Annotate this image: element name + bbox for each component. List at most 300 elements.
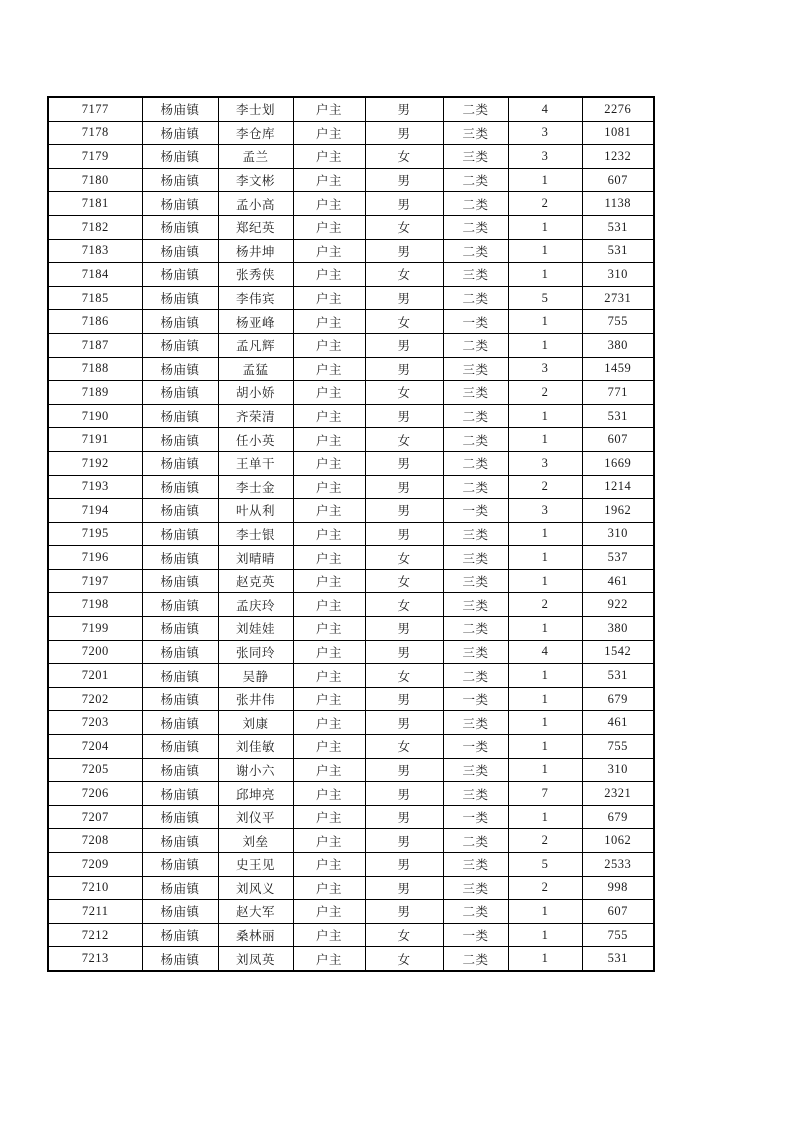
cell-relation-to-head: 户主 [293,97,365,121]
cell-town: 杨庙镇 [142,687,218,711]
cell-person-name: 刘佳敏 [218,735,293,759]
cell-person-name: 郑纪英 [218,215,293,239]
cell-person-name: 史王见 [218,853,293,877]
cell-serial-number: 7177 [48,97,142,121]
cell-serial-number: 7197 [48,569,142,593]
cell-relation-to-head: 户主 [293,263,365,287]
cell-category: 一类 [443,735,508,759]
cell-person-count: 2 [508,475,582,499]
cell-amount: 1542 [582,640,654,664]
cell-person-name: 孟庆玲 [218,593,293,617]
cell-town: 杨庙镇 [142,711,218,735]
cell-category: 三类 [443,357,508,381]
cell-category: 二类 [443,900,508,924]
cell-relation-to-head: 户主 [293,805,365,829]
cell-serial-number: 7203 [48,711,142,735]
table-row [48,145,654,169]
cell-person-count: 2 [508,876,582,900]
cell-serial-number: 7213 [48,947,142,971]
cell-amount: 1669 [582,451,654,475]
table-row [48,735,654,759]
cell-town: 杨庙镇 [142,239,218,263]
table-row [48,310,654,334]
cell-relation-to-head: 户主 [293,499,365,523]
cell-person-name: 王单干 [218,451,293,475]
cell-gender: 女 [365,381,443,405]
cell-town: 杨庙镇 [142,900,218,924]
cell-amount: 679 [582,805,654,829]
table-row [48,286,654,310]
cell-person-name: 李士银 [218,522,293,546]
cell-town: 杨庙镇 [142,145,218,169]
cell-gender: 男 [365,192,443,216]
cell-relation-to-head: 户主 [293,829,365,853]
cell-amount: 1459 [582,357,654,381]
table-row [48,711,654,735]
cell-amount: 531 [582,404,654,428]
cell-serial-number: 7201 [48,664,142,688]
cell-person-name: 李士金 [218,475,293,499]
cell-relation-to-head: 户主 [293,711,365,735]
cell-person-name: 刘凤英 [218,947,293,971]
table-row [48,546,654,570]
cell-relation-to-head: 户主 [293,617,365,641]
cell-amount: 1138 [582,192,654,216]
cell-amount: 1062 [582,829,654,853]
cell-category: 一类 [443,687,508,711]
cell-amount: 755 [582,735,654,759]
cell-relation-to-head: 户主 [293,782,365,806]
cell-category: 二类 [443,451,508,475]
cell-person-count: 4 [508,97,582,121]
cell-amount: 461 [582,569,654,593]
cell-category: 三类 [443,546,508,570]
cell-relation-to-head: 户主 [293,145,365,169]
cell-gender: 女 [365,947,443,971]
cell-amount: 531 [582,947,654,971]
cell-gender: 男 [365,782,443,806]
cell-town: 杨庙镇 [142,758,218,782]
cell-serial-number: 7204 [48,735,142,759]
cell-relation-to-head: 户主 [293,428,365,452]
cell-town: 杨庙镇 [142,215,218,239]
cell-serial-number: 7200 [48,640,142,664]
cell-amount: 1232 [582,145,654,169]
cell-gender: 男 [365,357,443,381]
cell-amount: 461 [582,711,654,735]
cell-category: 一类 [443,923,508,947]
cell-person-count: 1 [508,947,582,971]
cell-town: 杨庙镇 [142,853,218,877]
cell-person-count: 5 [508,286,582,310]
cell-person-name: 邱坤亮 [218,782,293,806]
cell-category: 三类 [443,782,508,806]
cell-amount: 1081 [582,121,654,145]
cell-person-count: 1 [508,687,582,711]
cell-amount: 755 [582,310,654,334]
cell-serial-number: 7178 [48,121,142,145]
cell-town: 杨庙镇 [142,947,218,971]
cell-amount: 679 [582,687,654,711]
cell-category: 二类 [443,239,508,263]
cell-person-count: 1 [508,758,582,782]
cell-amount: 531 [582,215,654,239]
cell-amount: 1962 [582,499,654,523]
cell-relation-to-head: 户主 [293,687,365,711]
cell-person-count: 1 [508,428,582,452]
cell-relation-to-head: 户主 [293,381,365,405]
cell-relation-to-head: 户主 [293,546,365,570]
cell-person-name: 刘垒 [218,829,293,853]
cell-person-name: 李文彬 [218,168,293,192]
cell-relation-to-head: 户主 [293,192,365,216]
cell-person-name: 李仓库 [218,121,293,145]
cell-serial-number: 7193 [48,475,142,499]
cell-gender: 男 [365,900,443,924]
cell-gender: 女 [365,923,443,947]
cell-relation-to-head: 户主 [293,569,365,593]
table-row [48,239,654,263]
cell-amount: 2533 [582,853,654,877]
cell-category: 二类 [443,168,508,192]
cell-town: 杨庙镇 [142,617,218,641]
cell-town: 杨庙镇 [142,310,218,334]
cell-relation-to-head: 户主 [293,475,365,499]
cell-relation-to-head: 户主 [293,923,365,947]
cell-category: 二类 [443,97,508,121]
cell-town: 杨庙镇 [142,475,218,499]
cell-person-count: 1 [508,617,582,641]
cell-amount: 771 [582,381,654,405]
table-row [48,923,654,947]
cell-person-count: 1 [508,900,582,924]
cell-category: 三类 [443,853,508,877]
table-row [48,475,654,499]
cell-serial-number: 7198 [48,593,142,617]
cell-town: 杨庙镇 [142,829,218,853]
cell-person-count: 1 [508,168,582,192]
cell-gender: 男 [365,121,443,145]
cell-gender: 男 [365,758,443,782]
cell-category: 二类 [443,286,508,310]
cell-category: 二类 [443,947,508,971]
cell-amount: 310 [582,522,654,546]
cell-category: 一类 [443,310,508,334]
cell-gender: 女 [365,428,443,452]
cell-serial-number: 7185 [48,286,142,310]
cell-serial-number: 7188 [48,357,142,381]
cell-person-count: 2 [508,192,582,216]
table-row [48,428,654,452]
cell-gender: 男 [365,853,443,877]
cell-person-count: 2 [508,593,582,617]
cell-town: 杨庙镇 [142,97,218,121]
cell-relation-to-head: 户主 [293,404,365,428]
cell-person-name: 杨井坤 [218,239,293,263]
table-row [48,404,654,428]
cell-category: 二类 [443,215,508,239]
cell-town: 杨庙镇 [142,168,218,192]
table-row [48,947,654,971]
cell-gender: 男 [365,286,443,310]
cell-relation-to-head: 户主 [293,758,365,782]
cell-town: 杨庙镇 [142,263,218,287]
cell-category: 二类 [443,192,508,216]
cell-gender: 男 [365,451,443,475]
cell-person-name: 谢小六 [218,758,293,782]
cell-gender: 男 [365,687,443,711]
cell-person-name: 齐荣清 [218,404,293,428]
cell-serial-number: 7190 [48,404,142,428]
cell-amount: 2731 [582,286,654,310]
cell-person-count: 3 [508,499,582,523]
table-row [48,215,654,239]
cell-relation-to-head: 户主 [293,215,365,239]
cell-amount: 380 [582,617,654,641]
cell-town: 杨庙镇 [142,357,218,381]
cell-gender: 男 [365,522,443,546]
cell-relation-to-head: 户主 [293,876,365,900]
table-row [48,192,654,216]
table-row [48,333,654,357]
cell-relation-to-head: 户主 [293,522,365,546]
cell-relation-to-head: 户主 [293,640,365,664]
cell-person-count: 1 [508,263,582,287]
cell-gender: 男 [365,640,443,664]
cell-relation-to-head: 户主 [293,121,365,145]
cell-relation-to-head: 户主 [293,853,365,877]
cell-serial-number: 7205 [48,758,142,782]
cell-category: 三类 [443,569,508,593]
cell-gender: 女 [365,735,443,759]
cell-relation-to-head: 户主 [293,900,365,924]
cell-amount: 607 [582,900,654,924]
cell-gender: 男 [365,333,443,357]
table-row [48,758,654,782]
cell-category: 三类 [443,145,508,169]
cell-gender: 女 [365,263,443,287]
cell-category: 二类 [443,475,508,499]
cell-gender: 男 [365,617,443,641]
table-row [48,168,654,192]
table-row [48,97,654,121]
cell-person-name: 孟兰 [218,145,293,169]
cell-person-name: 李士划 [218,97,293,121]
cell-person-count: 1 [508,215,582,239]
cell-serial-number: 7196 [48,546,142,570]
cell-amount: 998 [582,876,654,900]
cell-category: 三类 [443,593,508,617]
cell-gender: 男 [365,239,443,263]
table-row [48,357,654,381]
cell-person-name: 刘娃娃 [218,617,293,641]
cell-relation-to-head: 户主 [293,947,365,971]
cell-town: 杨庙镇 [142,286,218,310]
cell-town: 杨庙镇 [142,499,218,523]
cell-person-count: 1 [508,310,582,334]
cell-relation-to-head: 户主 [293,333,365,357]
cell-town: 杨庙镇 [142,923,218,947]
cell-person-count: 3 [508,145,582,169]
cell-amount: 755 [582,923,654,947]
cell-person-name: 赵大军 [218,900,293,924]
cell-serial-number: 7179 [48,145,142,169]
cell-category: 二类 [443,428,508,452]
cell-amount: 607 [582,428,654,452]
cell-category: 二类 [443,617,508,641]
cell-town: 杨庙镇 [142,121,218,145]
cell-category: 三类 [443,876,508,900]
cell-person-name: 孟凡辉 [218,333,293,357]
cell-amount: 380 [582,333,654,357]
cell-amount: 531 [582,239,654,263]
cell-person-count: 2 [508,829,582,853]
cell-relation-to-head: 户主 [293,357,365,381]
cell-category: 三类 [443,522,508,546]
cell-person-count: 7 [508,782,582,806]
cell-serial-number: 7183 [48,239,142,263]
cell-person-name: 任小英 [218,428,293,452]
cell-gender: 女 [365,145,443,169]
cell-person-name: 刘风义 [218,876,293,900]
cell-town: 杨庙镇 [142,735,218,759]
cell-amount: 607 [582,168,654,192]
cell-category: 三类 [443,758,508,782]
table-row [48,522,654,546]
cell-person-name: 吴静 [218,664,293,688]
table-row [48,687,654,711]
cell-category: 二类 [443,333,508,357]
cell-gender: 男 [365,499,443,523]
table-row [48,381,654,405]
table-row [48,853,654,877]
cell-category: 一类 [443,499,508,523]
cell-serial-number: 7211 [48,900,142,924]
cell-serial-number: 7210 [48,876,142,900]
cell-amount: 310 [582,758,654,782]
table-row [48,664,654,688]
cell-relation-to-head: 户主 [293,451,365,475]
cell-town: 杨庙镇 [142,664,218,688]
cell-person-name: 刘晴晴 [218,546,293,570]
cell-relation-to-head: 户主 [293,664,365,688]
cell-serial-number: 7181 [48,192,142,216]
cell-town: 杨庙镇 [142,876,218,900]
cell-person-name: 孟小高 [218,192,293,216]
cell-gender: 男 [365,876,443,900]
cell-town: 杨庙镇 [142,522,218,546]
cell-town: 杨庙镇 [142,782,218,806]
cell-amount: 310 [582,263,654,287]
cell-serial-number: 7182 [48,215,142,239]
cell-person-count: 2 [508,381,582,405]
cell-serial-number: 7209 [48,853,142,877]
cell-amount: 2321 [582,782,654,806]
cell-town: 杨庙镇 [142,593,218,617]
cell-serial-number: 7194 [48,499,142,523]
cell-person-name: 张同玲 [218,640,293,664]
cell-amount: 1214 [582,475,654,499]
cell-gender: 男 [365,805,443,829]
cell-relation-to-head: 户主 [293,239,365,263]
cell-relation-to-head: 户主 [293,593,365,617]
cell-gender: 女 [365,310,443,334]
table-row [48,876,654,900]
cell-person-count: 1 [508,239,582,263]
household-roster-table [47,96,655,972]
cell-gender: 女 [365,546,443,570]
cell-gender: 女 [365,215,443,239]
cell-town: 杨庙镇 [142,640,218,664]
cell-person-name: 李伟宾 [218,286,293,310]
table-body [48,97,654,971]
table-row [48,499,654,523]
cell-person-name: 孟猛 [218,357,293,381]
cell-gender: 男 [365,404,443,428]
cell-person-name: 胡小娇 [218,381,293,405]
cell-relation-to-head: 户主 [293,310,365,334]
cell-serial-number: 7187 [48,333,142,357]
cell-person-name: 刘康 [218,711,293,735]
cell-serial-number: 7192 [48,451,142,475]
cell-serial-number: 7212 [48,923,142,947]
cell-person-count: 1 [508,711,582,735]
cell-gender: 男 [365,97,443,121]
cell-person-count: 1 [508,735,582,759]
cell-town: 杨庙镇 [142,381,218,405]
table-row [48,263,654,287]
cell-person-count: 1 [508,404,582,428]
cell-serial-number: 7191 [48,428,142,452]
table-row [48,640,654,664]
table-row [48,900,654,924]
cell-town: 杨庙镇 [142,333,218,357]
cell-category: 三类 [443,711,508,735]
cell-person-name: 赵克英 [218,569,293,593]
cell-category: 二类 [443,829,508,853]
table-row [48,617,654,641]
cell-town: 杨庙镇 [142,805,218,829]
cell-gender: 女 [365,593,443,617]
cell-town: 杨庙镇 [142,546,218,570]
cell-person-name: 桑林丽 [218,923,293,947]
cell-town: 杨庙镇 [142,192,218,216]
cell-category: 二类 [443,404,508,428]
cell-amount: 922 [582,593,654,617]
cell-category: 三类 [443,640,508,664]
cell-category: 二类 [443,664,508,688]
cell-amount: 531 [582,664,654,688]
cell-gender: 男 [365,711,443,735]
cell-serial-number: 7199 [48,617,142,641]
cell-person-count: 1 [508,923,582,947]
table-row [48,121,654,145]
cell-relation-to-head: 户主 [293,735,365,759]
cell-amount: 537 [582,546,654,570]
cell-person-count: 1 [508,546,582,570]
table-row [48,451,654,475]
table-row [48,829,654,853]
cell-gender: 女 [365,664,443,688]
cell-town: 杨庙镇 [142,451,218,475]
cell-serial-number: 7195 [48,522,142,546]
cell-person-count: 3 [508,357,582,381]
cell-person-name: 张秀侠 [218,263,293,287]
cell-gender: 男 [365,829,443,853]
table-row [48,805,654,829]
cell-serial-number: 7206 [48,782,142,806]
cell-serial-number: 7189 [48,381,142,405]
